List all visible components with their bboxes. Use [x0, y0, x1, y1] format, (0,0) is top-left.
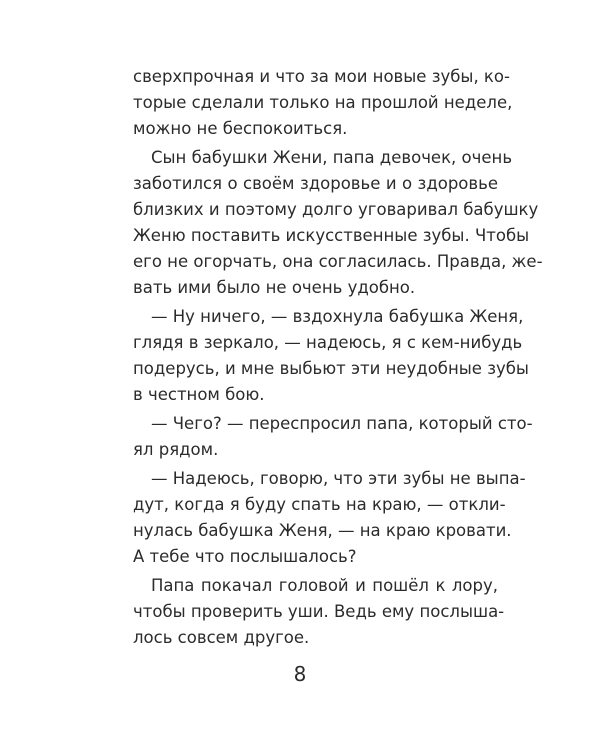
paragraph-3 — [133, 304, 529, 408]
text-line: торые сделали только на прошлой неделе, — [133, 93, 513, 112]
text-line: Женю поставить искусственные зубы. Чтобы — [133, 226, 530, 245]
paragraph-5 — [133, 466, 526, 570]
text-line: его не огорчать, она согласилась. Правда, же- — [133, 252, 543, 271]
text-line: А тебе что послышалось? — [133, 547, 357, 566]
text-line: глядя в зеркало, — надеюсь, я с кем-нибудь — [133, 333, 523, 352]
text-line: чтобы проверить уши. Ведь ему послыша- — [133, 602, 505, 621]
text-line: сверхпрочная и что за мои новые зубы, ко- — [133, 67, 510, 86]
page-text — [133, 64, 543, 654]
paragraph-2 — [133, 145, 543, 301]
text-line: можно не беспокоиться. — [133, 119, 348, 138]
text-line: заботился о своём здоровье и о здоровье — [133, 174, 498, 193]
page-number: 8 — [293, 662, 307, 686]
text-line: Папа покачал головой и пошёл к лору, — [151, 576, 498, 595]
paragraph-4 — [133, 411, 533, 463]
text-line: в честном бою. — [133, 385, 265, 404]
text-line: нулась бабушка Женя, — на краю кровати. — [133, 521, 512, 540]
text-line: дут, когда я буду спать на краю, — откли- — [133, 495, 506, 514]
text-line: близких и поэтому долго уговаривал бабушку — [133, 200, 539, 219]
text-line: лось совсем другое. — [133, 628, 310, 647]
text-line: Сын бабушки Жени, папа девочек, очень — [151, 148, 513, 167]
text-line: ял рядом. — [133, 440, 219, 459]
text-line: — Чего? — переспросил папа, который сто- — [151, 414, 533, 433]
text-line: подерусь, и мне выбьют эти неудобные зубы — [133, 359, 529, 378]
paragraph-6 — [133, 573, 505, 651]
text-line: вать ими было не очень удобно. — [133, 278, 416, 297]
paragraph-1 — [133, 64, 513, 142]
text-line: — Надеюсь, говорю, что эти зубы не выпа- — [151, 469, 526, 488]
text-line: — Ну ничего, — вздохнула бабушка Женя, — [151, 307, 524, 326]
